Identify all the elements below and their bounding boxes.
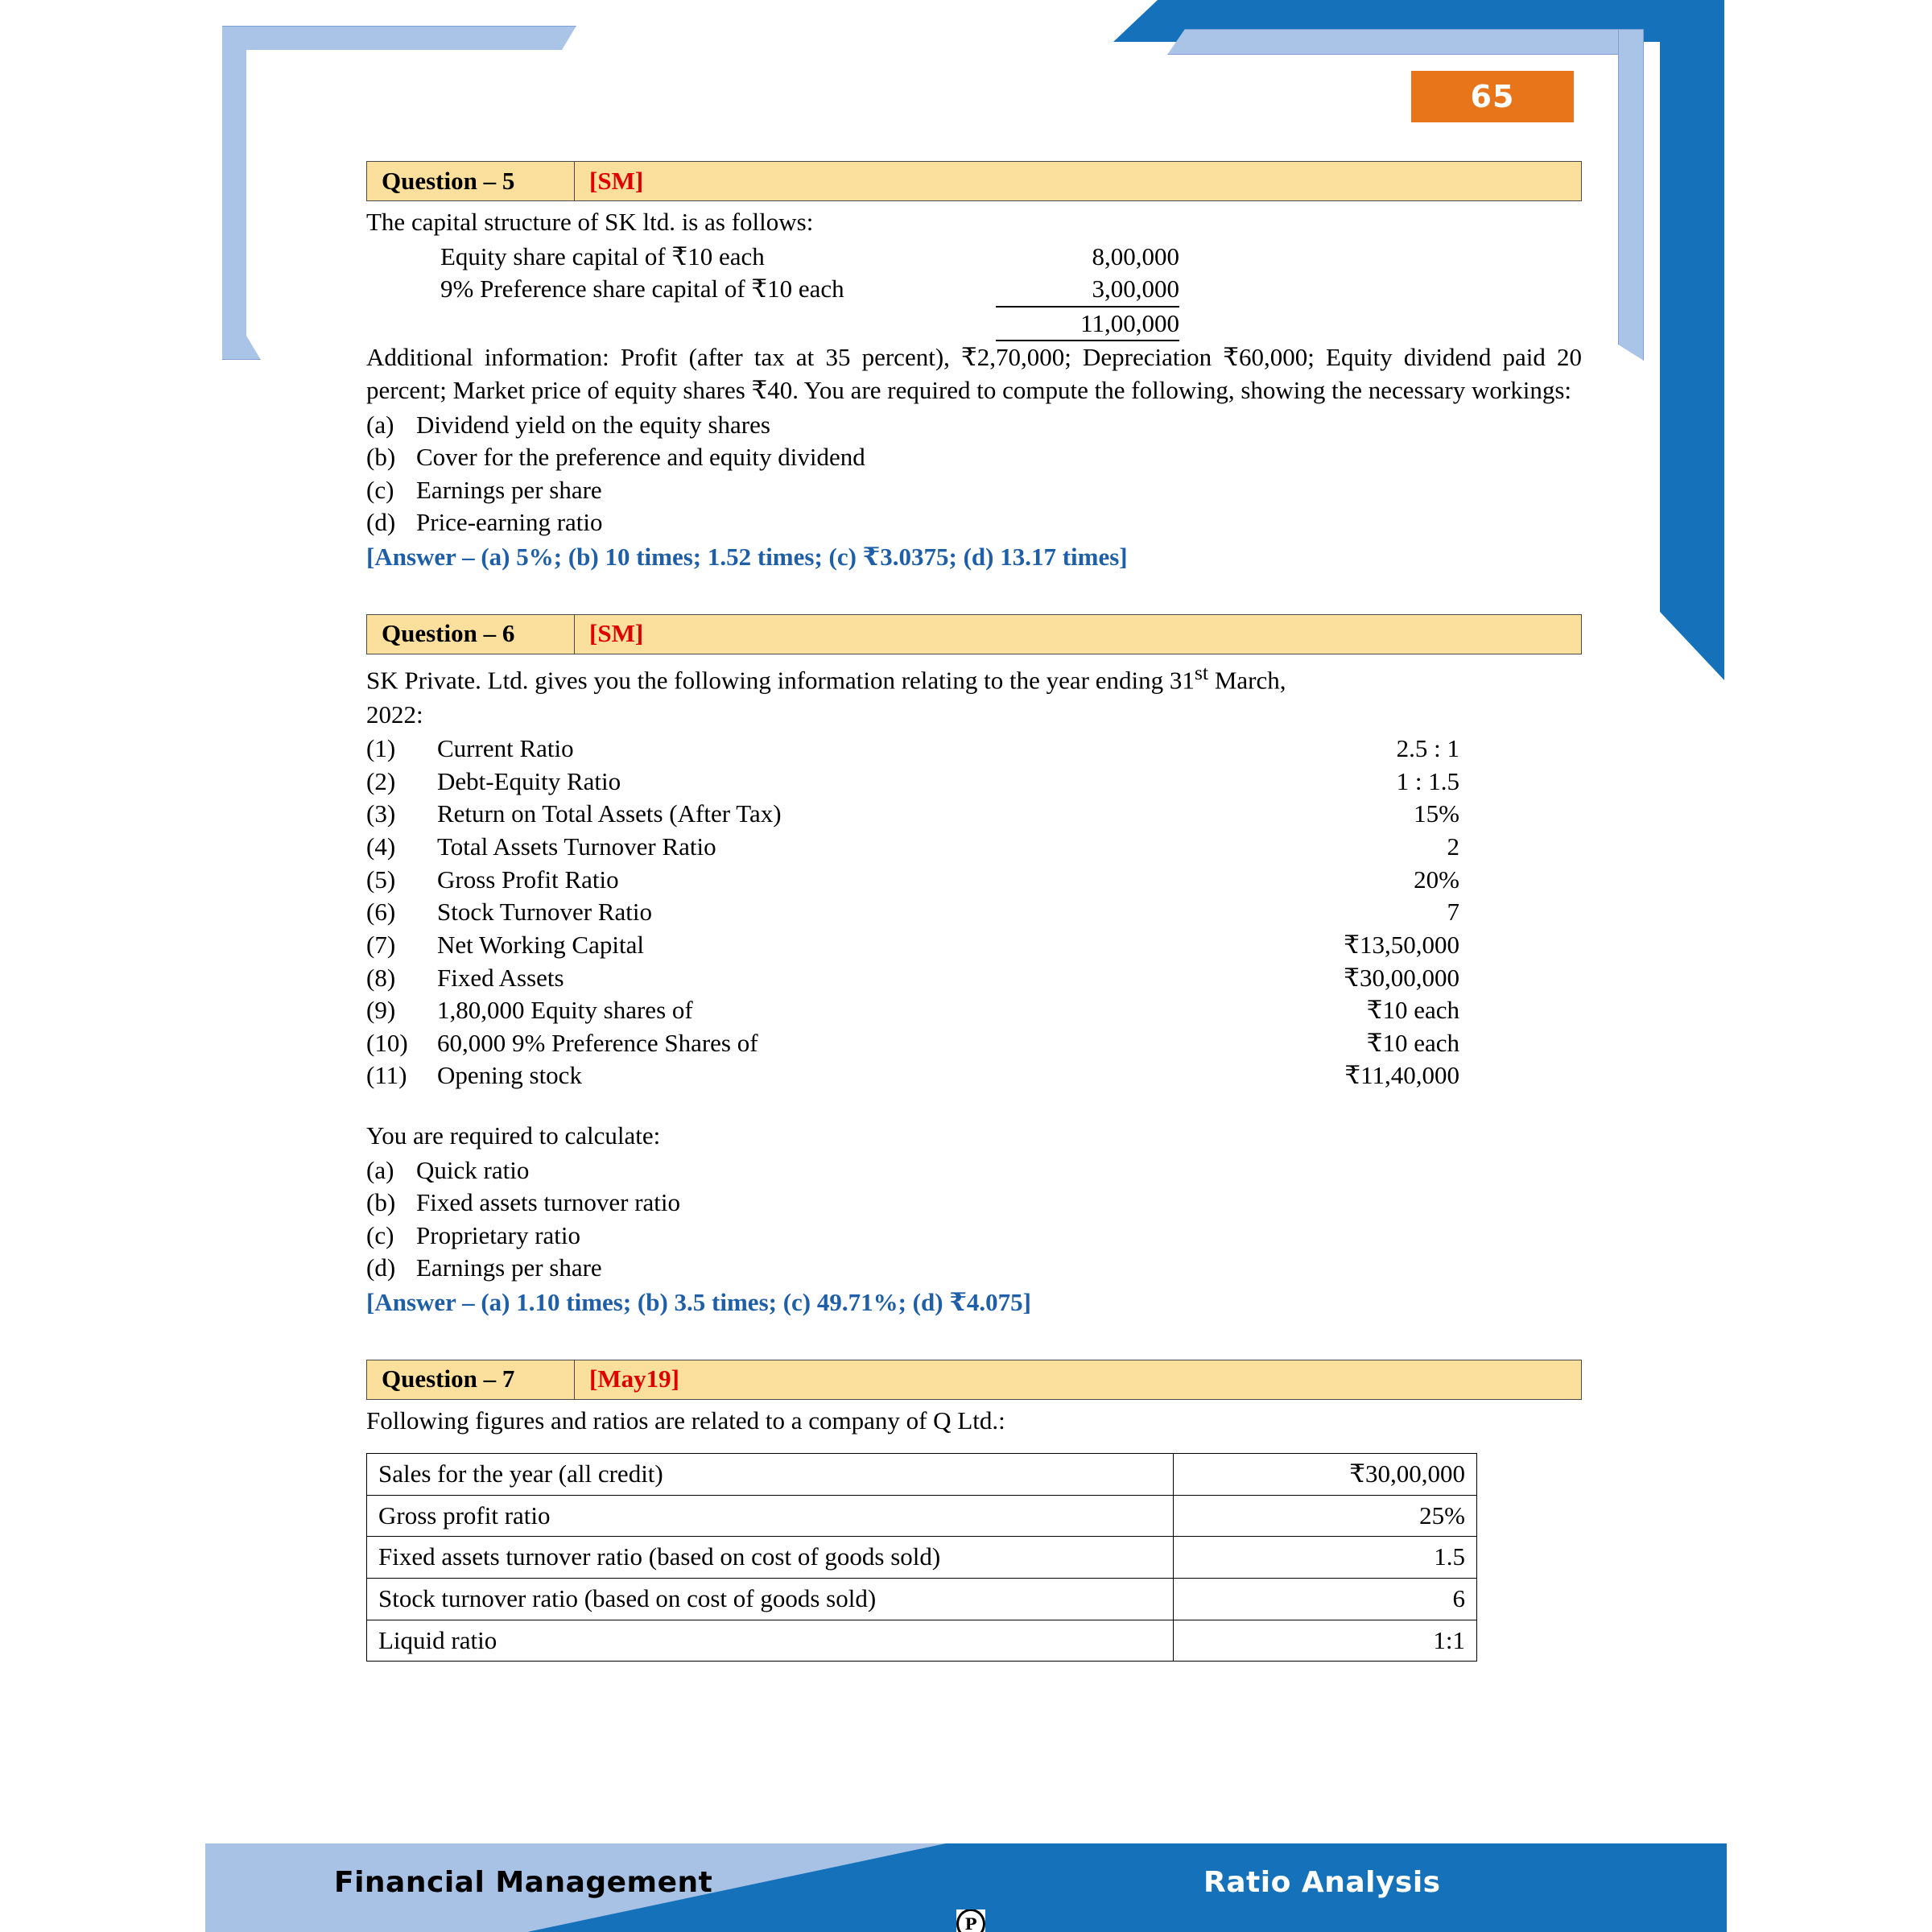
question-6-intro (366, 659, 1582, 697)
ratio-item-name: Debt-Equity Ratio (437, 766, 621, 795)
ratio-list-item (366, 831, 1582, 864)
question-5-requirement (366, 506, 1582, 539)
ratio-list-item (366, 1059, 1582, 1092)
publisher-logo (956, 1909, 985, 1932)
ratio-item-name: Total Assets Turnover Ratio (437, 832, 716, 861)
footer-chapter-title: Ratio Analysis (1203, 1866, 1441, 1899)
ratio-item-number: (6) (366, 898, 396, 927)
requirement-text: Proprietary ratio (416, 1220, 581, 1249)
ratio-list-item (366, 798, 1582, 831)
ratio-list-item (366, 896, 1582, 929)
requirement-text: Fixed assets turnover ratio (416, 1188, 681, 1217)
question-7-header (366, 1360, 1582, 1400)
ratio-item-name: Return on Total Assets (After Tax) (437, 799, 782, 828)
requirement-text: Cover for the preference and equity dividend (416, 443, 865, 472)
ordinal-suffix: st (1194, 660, 1209, 684)
question-6-requirement (366, 1187, 1582, 1220)
footer-subject-title: Financial Management (334, 1866, 713, 1899)
table-row (367, 1495, 1477, 1537)
ratio-item-name: Stock Turnover Ratio (437, 898, 652, 927)
question-6-requirement (366, 1252, 1582, 1285)
table-cell-label: Fixed assets turnover ratio (based on cost of goods sold) (367, 1537, 1174, 1579)
decorative-right-lightblue-band (1618, 29, 1644, 361)
ratio-item-value: 1 : 1.5 (1396, 766, 1459, 795)
question-5-requirement (366, 441, 1582, 474)
table-row (367, 1454, 1477, 1496)
ratio-item-name: Gross Profit Ratio (437, 865, 619, 894)
ratio-item-value: ₹10 each (1366, 1028, 1459, 1057)
ratio-item-value: 2.5 : 1 (1396, 734, 1459, 763)
ratio-item-number: (9) (366, 996, 396, 1025)
ratio-item-number: (7) (366, 930, 396, 959)
requirement-text: Price-earning ratio (416, 508, 603, 537)
requirement-marker: (d) (366, 1253, 396, 1282)
logo-letter: P (956, 1909, 985, 1932)
section-spacer (366, 574, 1582, 614)
ratio-item-value: 15% (1414, 799, 1459, 828)
table-row (367, 1537, 1477, 1579)
capital-structure-row (440, 241, 1582, 274)
question-6-intro-line2: 2022: (366, 700, 423, 729)
question-5-source-tag: [SM] (589, 166, 644, 195)
requirement-text: Quick ratio (416, 1155, 530, 1184)
ratio-item-name: 1,80,000 Equity shares of (437, 996, 693, 1025)
list-spacer (366, 1092, 1582, 1120)
table-cell-value: 1:1 (1174, 1620, 1477, 1662)
table-cell-value: ₹30,00,000 (1174, 1454, 1477, 1496)
requirement-text: Earnings per share (416, 475, 602, 504)
question-5-label: Question – 5 (367, 162, 575, 200)
requirement-marker: (a) (366, 410, 394, 439)
ratio-item-value: ₹13,50,000 (1344, 930, 1459, 959)
question-6-answer: [Answer – (a) 1.10 times; (b) 3.5 times; (c) 49.71%; (d) ₹4.075] (366, 1288, 1031, 1316)
capital-structure-total-row (440, 308, 1582, 342)
table-cell-value: 25% (1174, 1495, 1477, 1537)
ratio-item-value: ₹11,40,000 (1344, 1061, 1459, 1090)
table-cell-label: Gross profit ratio (367, 1495, 1174, 1537)
capital-total-value: 11,00,000 (996, 308, 1179, 342)
requirement-text: Dividend yield on the equity shares (416, 410, 770, 439)
question-6-label: Question – 6 (367, 615, 575, 654)
question-6-intro-part1: SK Private. Ltd. gives you the following information relating to the year ending 31 (366, 666, 1195, 695)
decorative-top-lightblue-band (1167, 29, 1644, 55)
question-6-requirement (366, 1220, 1582, 1253)
question-6-header (366, 614, 1582, 654)
ratio-item-number: (8) (366, 963, 396, 992)
question-5-answer: [Answer – (a) 5%; (b) 10 times; 1.52 times; (c) ₹3.0375; (d) 13.17 times] (366, 543, 1128, 572)
requirement-marker: (d) (366, 508, 396, 537)
ratio-list-item (366, 962, 1582, 995)
ratio-item-value: 20% (1414, 865, 1459, 894)
ratio-item-number: (10) (366, 1028, 408, 1057)
requirement-text: Earnings per share (416, 1253, 602, 1282)
question-5-header (366, 161, 1582, 201)
page-content (366, 161, 1582, 1662)
capital-structure-row (440, 273, 1582, 308)
capital-row-label: 9% Preference share capital of ₹10 each (440, 275, 844, 303)
ratio-item-number: (1) (366, 734, 396, 763)
ratio-item-name: Current Ratio (437, 734, 574, 763)
table-cell-label: Liquid ratio (367, 1620, 1174, 1662)
ratio-item-number: (3) (366, 799, 396, 828)
question-6-requirement (366, 1154, 1582, 1187)
page-number-badge: 65 (1411, 71, 1574, 122)
question-7-intro: Following figures and ratios are related to a company of Q Ltd.: (366, 1406, 1005, 1435)
requirement-marker: (c) (366, 475, 394, 504)
capital-total-label (440, 308, 996, 342)
question-5-requirement (366, 409, 1582, 442)
ratio-list-item (366, 733, 1582, 766)
ratio-item-number: (5) (366, 865, 396, 894)
table-row (367, 1579, 1477, 1620)
ratio-item-name: Fixed Assets (437, 963, 564, 992)
ratio-list-item (366, 994, 1582, 1027)
section-spacer (366, 1319, 1582, 1360)
table-cell-value: 6 (1174, 1579, 1477, 1620)
ratio-item-value: ₹30,00,000 (1344, 963, 1459, 992)
question-5-additional-information: Additional information: Profit (after tax at 35 percent), ₹2,70,000; Depreciation ₹60,000; Equity dividend paid 20 percent; Market price of equity shares ₹40. You are required to compute the following, showing the necessary workings: (366, 343, 1582, 405)
question-6-source-tag: [SM] (589, 619, 644, 648)
requirement-marker: (c) (366, 1220, 394, 1249)
ratio-list-item (366, 864, 1582, 897)
requirement-marker: (a) (366, 1155, 394, 1184)
capital-row-label: Equity share capital of ₹10 each (440, 242, 765, 270)
capital-row-value: 3,00,000 (996, 273, 1179, 308)
requirement-marker: (b) (366, 443, 396, 472)
table-cell-label: Sales for the year (all credit) (367, 1454, 1174, 1496)
ratio-list-item (366, 766, 1582, 799)
question-7-label: Question – 7 (367, 1360, 575, 1399)
ratio-item-name: Opening stock (437, 1061, 582, 1090)
table-cell-label: Stock turnover ratio (based on cost of goods sold) (367, 1579, 1174, 1620)
ratio-item-value: 2 (1447, 832, 1459, 861)
capital-row-value: 8,00,000 (1092, 242, 1179, 270)
ratio-list-item (366, 929, 1582, 962)
ratio-item-value: ₹10 each (1366, 996, 1459, 1025)
question-5-intro: The capital structure of SK ltd. is as follows: (366, 208, 814, 236)
question-6-calculate-intro: You are required to calculate: (366, 1121, 661, 1150)
question-6-intro-part2: March, (1208, 666, 1286, 695)
ratio-item-name: 60,000 9% Preference Shares of (437, 1028, 758, 1057)
table-row (367, 1620, 1477, 1662)
ratio-item-value: 7 (1447, 898, 1459, 927)
table-cell-value: 1.5 (1174, 1537, 1477, 1579)
question-5-requirement (366, 474, 1582, 507)
ratio-list-item (366, 1027, 1582, 1060)
ratio-item-number: (11) (366, 1061, 407, 1090)
decorative-right-blue-band (1660, 0, 1724, 680)
ratio-item-number: (4) (366, 832, 396, 861)
question-7-source-tag: [May19] (589, 1364, 679, 1393)
ratio-item-number: (2) (366, 766, 396, 795)
question-7-figures-table (366, 1453, 1477, 1662)
requirement-marker: (b) (366, 1188, 396, 1217)
ratio-item-name: Net Working Capital (437, 930, 644, 959)
